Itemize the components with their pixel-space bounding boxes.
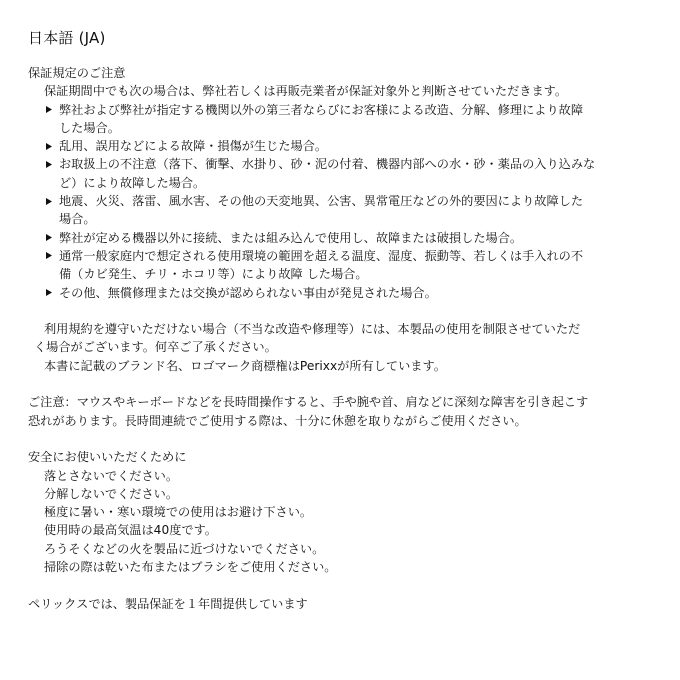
spacer bbox=[28, 302, 658, 320]
language-title: 日本語 (JA) bbox=[28, 29, 106, 47]
triangle-right-icon bbox=[43, 284, 55, 302]
triangle-right-icon bbox=[43, 101, 55, 119]
document-body bbox=[28, 64, 658, 613]
warranty-exclusion-list bbox=[28, 101, 658, 302]
list-item bbox=[28, 155, 658, 192]
list-item-text: 通常一般家庭内で想定される使用環境の範囲を超える温度、湿度、振動等、若しくは手入れの不 bbox=[59, 248, 584, 263]
safety-item: 使用時の最高気温は40度です。 bbox=[44, 523, 217, 538]
terms-notice bbox=[28, 320, 658, 357]
list-item-text-cont: した場合。 bbox=[59, 120, 120, 135]
list-item-text: その他、無償修理または交換が認められない事由が発見された場合。 bbox=[59, 285, 437, 300]
list-item-text: 乱用、誤用などによる故障・損傷が生じた場合。 bbox=[59, 139, 328, 154]
spacer bbox=[28, 375, 658, 393]
list-item-text-cont: ど）により故障した場合。 bbox=[59, 175, 206, 190]
triangle-right-icon bbox=[43, 137, 55, 155]
safety-item: ろうそくなどの火を製品に近づけないでください。 bbox=[44, 541, 325, 556]
spacer bbox=[28, 430, 658, 448]
triangle-right-icon bbox=[43, 229, 55, 247]
list-item-text: 地震、火災、落雷、風水害、その他の天変地異、公害、異常電圧などの外的要因により故障した bbox=[59, 194, 584, 209]
safety-item: 極度に暑い・寒い環境での使用はお避け下さい。 bbox=[44, 505, 313, 520]
list-item bbox=[28, 192, 658, 229]
safety-list bbox=[28, 467, 658, 577]
safety-item: 落とさないでください。 bbox=[44, 468, 179, 483]
list-item bbox=[28, 137, 658, 155]
warranty-heading: 保証規定のご注意 bbox=[28, 66, 126, 80]
triangle-right-icon bbox=[43, 155, 55, 173]
triangle-right-icon bbox=[43, 192, 55, 210]
safety-item: 分解しないでください。 bbox=[44, 486, 179, 501]
terms-line-1: 利用規約を遵守いただけない場合（不当な改造や修理等）には、本製品の使用を制限させていただ bbox=[44, 322, 581, 337]
list-item bbox=[28, 101, 658, 138]
list-item-text-cont: 備（カビ発生、チリ・ホコリ等）により故障 した場合。 bbox=[59, 267, 368, 282]
list-item bbox=[28, 284, 658, 302]
list-item-text-cont: 場合。 bbox=[59, 212, 96, 227]
list-item bbox=[28, 229, 658, 247]
triangle-right-icon bbox=[43, 247, 55, 265]
terms-line-2: く場合がございます。何卒ご了承ください。 bbox=[34, 340, 277, 355]
list-item-text: 弊社が定める機器以外に接続、または組み込んで使用し、故障または破損した場合。 bbox=[59, 230, 523, 245]
brand-notice: 本書に記載のブランド名、ロゴマーク商標権はPerixxが所有しています。 bbox=[44, 358, 446, 373]
safety-heading: 安全にお使いいただくために bbox=[28, 450, 187, 465]
spacer bbox=[28, 576, 658, 594]
list-item-text: お取扱上の不注意（落下、衝撃、水掛り、砂・泥の付着、機器内部への水・砂・薬品の入り込みな bbox=[59, 157, 596, 172]
list-item bbox=[28, 247, 658, 284]
safety-item: 掃除の際は乾いた布またはブラシをご使用ください。 bbox=[44, 560, 337, 575]
warranty-intro: 保証期間中でも次の場合は、弊社若しくは再販売業者が保証対象外と判断させていただきます。 bbox=[44, 84, 568, 99]
warranty-period-notice: ペリックスでは、製品保証を１年間提供しています bbox=[28, 596, 308, 611]
caution-line-2: 恐れがあります。長時間連続でご使用する際は、十分に休憩を取りながらご使用ください。 bbox=[28, 413, 527, 428]
caution-line-1: ご注意：マウスやキーボードなどを長時間操作すると、手や腕や首、肩などに深刻な障害を引き起こす bbox=[28, 395, 589, 410]
list-item-text: 弊社および弊社が指定する機関以外の第三者ならびにお客様による改造、分解、修理により故障 bbox=[59, 102, 584, 117]
